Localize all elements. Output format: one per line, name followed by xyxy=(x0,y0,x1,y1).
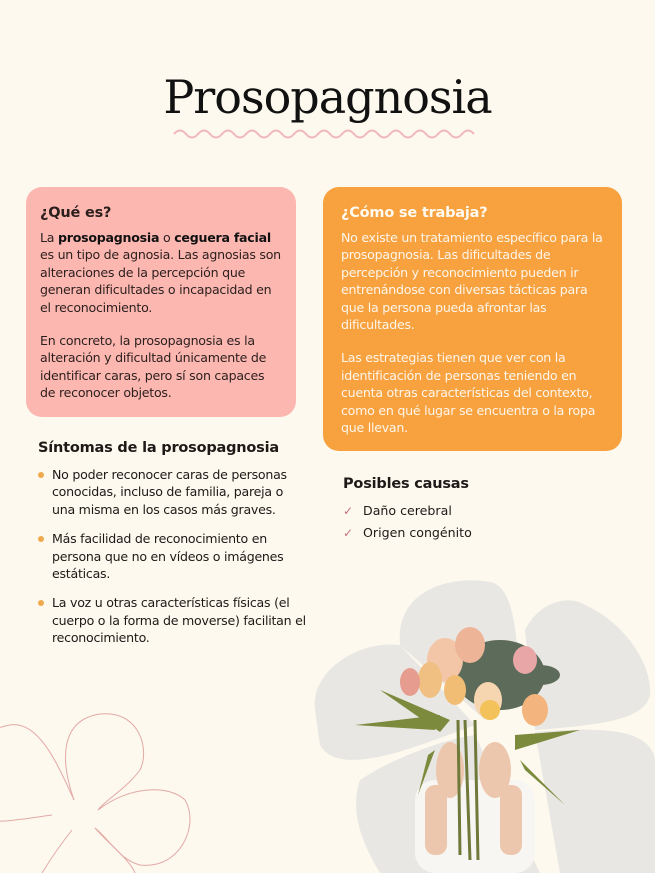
check-icon: ✓ xyxy=(343,526,354,540)
page-title: Prosopagnosia xyxy=(163,70,492,124)
como-se-trabaja-paragraph-2: Las estrategias tienen que ver con la identificación de personas teniendo en cuenta otras características del contexto, como en qué lugar se encuentra o la ropa que llevan. xyxy=(341,350,596,436)
bullet-dot-icon xyxy=(38,600,44,606)
sintomas-heading: Síntomas de la prosopagnosia xyxy=(38,440,279,456)
bullet-dot-icon xyxy=(38,536,44,542)
list-item: Más facilidad de reconocimiento en persona que no en vídeos o imágenes estáticas. xyxy=(38,530,308,582)
list-item: No poder reconocer caras de personas conocidas, incluso de familia, pareja o una misma en los casos más graves. xyxy=(38,466,308,518)
list-item: La voz u otras características físicas (el cuerpo o la forma de moverse) facilitan el reconocimiento. xyxy=(38,594,308,646)
check-icon: ✓ xyxy=(343,504,354,518)
flower-outline-icon xyxy=(0,700,260,873)
bouquet-photo xyxy=(300,570,655,873)
causas-list xyxy=(343,500,593,544)
causas-section xyxy=(343,476,593,544)
como-se-trabaja-heading: ¿Cómo se trabaja? xyxy=(341,205,488,221)
wavy-underline xyxy=(172,125,484,139)
list-item: ✓ Origen congénito xyxy=(343,522,593,544)
list-item: ✓ Daño cerebral xyxy=(343,500,593,522)
que-es-paragraph-1: La prosopagnosia o ceguera facial es un tipo de agnosia. Las agnosias son alteraciones de la percepción que generan dificultades o incapacidad en el reconocimiento. xyxy=(40,230,281,315)
bullet-dot-icon xyxy=(38,472,44,478)
sintomas-list xyxy=(38,466,308,647)
que-es-paragraph-2: En concreto, la prosopagnosia es la alteración y dificultad únicamente de identificar caras, pero sí son capaces de reconocer objetos. xyxy=(40,333,267,401)
que-es-card xyxy=(26,187,296,417)
como-se-trabaja-card xyxy=(323,187,622,451)
que-es-heading: ¿Qué es? xyxy=(40,205,112,221)
causas-heading: Posibles causas xyxy=(343,476,469,492)
como-se-trabaja-paragraph-1: No existe un tratamiento específico para la prosopagnosia. Las dificultades de percepción y reconocimiento pueden ir entrenándose con diversas tácticas para que la persona pueda afrontar las dificultades. xyxy=(341,230,603,333)
sintomas-section xyxy=(38,440,308,659)
